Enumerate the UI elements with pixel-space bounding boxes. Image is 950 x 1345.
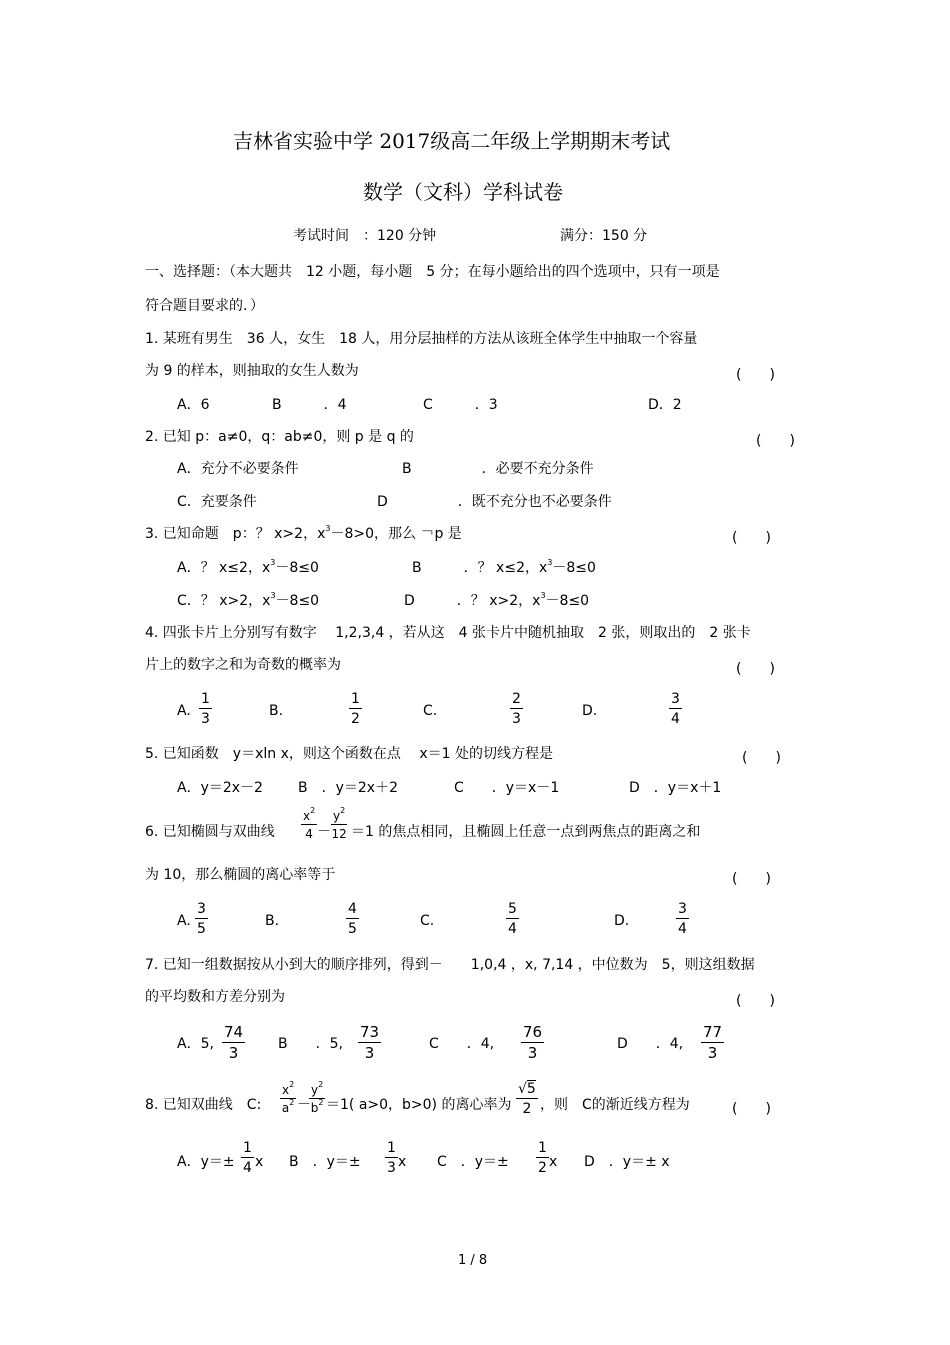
q7-option-b: B ．5, — [278, 1036, 343, 1052]
q5-stem: 5. 已知函数 y＝xln x，则这个函数在点 x＝1 处的切线方程是 — [145, 746, 553, 762]
q4-option-c-fraction: $\frac{2}{3}$ — [512, 691, 521, 727]
q5-answer-paren: ( ) — [742, 750, 781, 766]
q1-stem-line1: 1. 某班有男生 36 人，女生 18 人，用分层抽样的方法从该班全体学生中抽取一个容量 — [145, 331, 698, 347]
q8-fraction-y: $\frac{y^2}{b^2}$ — [310, 1080, 324, 1115]
exam-subtitle: 数学（文科）学科试卷 — [363, 180, 563, 204]
q2-option-c: C．充要条件 — [177, 494, 257, 510]
q8-option-a-x: x — [255, 1154, 264, 1170]
q7-option-a: A．5, — [177, 1036, 214, 1052]
q4-option-a-fraction: $\frac{1}{3}$ — [201, 691, 210, 727]
q8-option-a-fraction: $\frac{1}{4}$ — [243, 1140, 252, 1176]
q3-option-b: B ．？ x≤2，$x^3-8\le 0$ — [412, 558, 596, 576]
exam-title: 吉林省实验中学 2017级高二年级上学期期末考试 — [233, 129, 671, 153]
q4-option-d: D. — [582, 703, 598, 719]
q4-option-b-fraction: $\frac{1}{2}$ — [351, 691, 360, 727]
q3-stem: 3. 已知命题 p：？ x>2，$x^3-8>0$，那么 ￢p 是 — [145, 524, 462, 542]
q4-stem-line1: 4. 四张卡片上分别写有数字 1,2,3,4 ，若从这 4 张卡片中随机抽取 2 张，则取出的 2 张卡 — [145, 625, 751, 641]
q8-stem-pre: 8. 已知双曲线 C: — [145, 1097, 262, 1113]
q5-option-a: A．y＝2x－2 — [177, 780, 263, 796]
q8-option-c-fraction: $\frac{1}{2}$ — [538, 1140, 547, 1176]
q6-stem-line2: 为 10，那么椭圆的离心率等于 — [145, 867, 336, 883]
q7-option-c: C ．4, — [429, 1036, 495, 1052]
q6-answer-paren: ( ) — [732, 871, 771, 887]
q8-option-b: B ．y＝± — [289, 1154, 361, 1170]
q8-stem-post: ，则 C的渐近线方程为 — [540, 1097, 690, 1113]
q6-option-b-fraction: $\frac{4}{5}$ — [348, 901, 357, 937]
q7-option-b-fraction: $\frac{73}{3}$ — [360, 1023, 380, 1062]
q7-answer-paren: ( ) — [736, 993, 775, 1009]
q8-option-c-x: x — [549, 1154, 558, 1170]
q6-option-c: C. — [420, 913, 435, 929]
section-intro-line2: 符合题目要求的．） — [145, 298, 264, 314]
q1-option-d: D．2 — [648, 397, 682, 413]
q3-option-a: A．？ x≤2，$x^3-8\le 0$ — [177, 558, 319, 576]
q8-option-d: D ．y＝± x — [584, 1154, 670, 1170]
q1-option-c: C ．3 — [423, 397, 498, 413]
q7-option-a-fraction: $\frac{74}{3}$ — [224, 1023, 244, 1062]
q4-option-b: B. — [269, 703, 284, 719]
q4-stem-line2: 片上的数字之和为奇数的概率为 — [145, 657, 341, 673]
q4-option-c: C. — [423, 703, 438, 719]
q6-option-c-fraction: $\frac{5}{4}$ — [508, 901, 517, 937]
q6-option-a: A. — [177, 913, 191, 929]
exam-time: 考试时间 ：120 分钟 — [293, 228, 437, 244]
q1-option-b: B ．4 — [272, 397, 347, 413]
q6-fraction-x: $\frac{x^2}{4}$ — [303, 806, 316, 841]
q8-fraction-x: $\frac{x^2}{a^2}$ — [281, 1080, 295, 1115]
q8-answer-paren: ( ) — [732, 1101, 771, 1117]
q8-minus: － — [297, 1097, 311, 1113]
q6-option-a-fraction: $\frac{3}{5}$ — [197, 901, 206, 937]
q6-option-d-fraction: $\frac{3}{4}$ — [678, 901, 687, 937]
page-number: 1 / 8 — [458, 1253, 488, 1268]
q3-option-c: C．？ x>2，$x^3-8\le 0$ — [177, 591, 320, 609]
q7-option-c-fraction: $\frac{76}{3}$ — [523, 1023, 543, 1062]
q6-minus: － — [317, 824, 331, 840]
q8-option-c: C ．y＝± — [437, 1154, 509, 1170]
q8-option-b-fraction: $\frac{1}{3}$ — [387, 1140, 396, 1176]
q7-option-d-fraction: $\frac{77}{3}$ — [703, 1023, 723, 1062]
q6-stem-post: ＝1 的焦点相同，且椭圆上任意一点到两焦点的距离之和 — [351, 824, 701, 840]
q1-answer-paren: ( ) — [736, 367, 775, 383]
section-intro-line1: 一、选择题：（本大题共 12 小题，每小题 5 分；在每小题给出的四个选项中，只有一项是 — [145, 264, 720, 280]
q6-option-b: B. — [265, 913, 280, 929]
q3-option-d: D ．？ x>2，$x^3-8\le 0$ — [404, 591, 590, 609]
q1-stem-line2: 为 9 的样本，则抽取的女生人数为 — [145, 363, 359, 379]
q5-option-d: D ．y＝x＋1 — [629, 780, 722, 796]
q6-fraction-y: $\frac{y^2}{12}$ — [331, 806, 347, 841]
exam-score: 满分：150 分 — [560, 228, 648, 244]
q4-answer-paren: ( ) — [736, 661, 775, 677]
q8-option-b-x: x — [398, 1154, 407, 1170]
q8-eccentricity-fraction: $\frac{√5}{2}$ — [518, 1081, 536, 1117]
q8-stem-mid: ＝1( a>0，b>0) 的离心率为 — [326, 1097, 512, 1113]
q6-stem-pre: 6. 已知椭圆与双曲线 — [145, 824, 275, 840]
q2-option-d: D ．既不充分也不必要条件 — [377, 494, 612, 510]
q8-option-a: A．y＝± — [177, 1154, 235, 1170]
q1-option-a: A．6 — [177, 397, 210, 413]
q4-option-a: A. — [177, 703, 191, 719]
q4-option-d-fraction: $\frac{3}{4}$ — [671, 691, 680, 727]
q5-option-c: C ．y＝x－1 — [454, 780, 560, 796]
q5-option-b: B ．y＝2x＋2 — [298, 780, 398, 796]
q3-answer-paren: ( ) — [732, 530, 771, 546]
q7-stem-line2: 的平均数和方差分别为 — [145, 989, 285, 1005]
q6-option-d: D. — [614, 913, 630, 929]
q2-answer-paren: ( ) — [756, 433, 795, 449]
q7-option-d: D ．4, — [617, 1036, 684, 1052]
q7-stem-line1: 7. 已知一组数据按从小到大的顺序排列，得到－ 1,0,4 ，x, 7,14 ，中位数为 5，则这组数据 — [145, 957, 755, 973]
q2-option-b: B ．必要不充分条件 — [402, 461, 594, 477]
q2-option-a: A．充分不必要条件 — [177, 461, 299, 477]
q2-stem: 2. 已知 p：a≠0，q：ab≠0，则 p 是 q 的 — [145, 429, 414, 445]
